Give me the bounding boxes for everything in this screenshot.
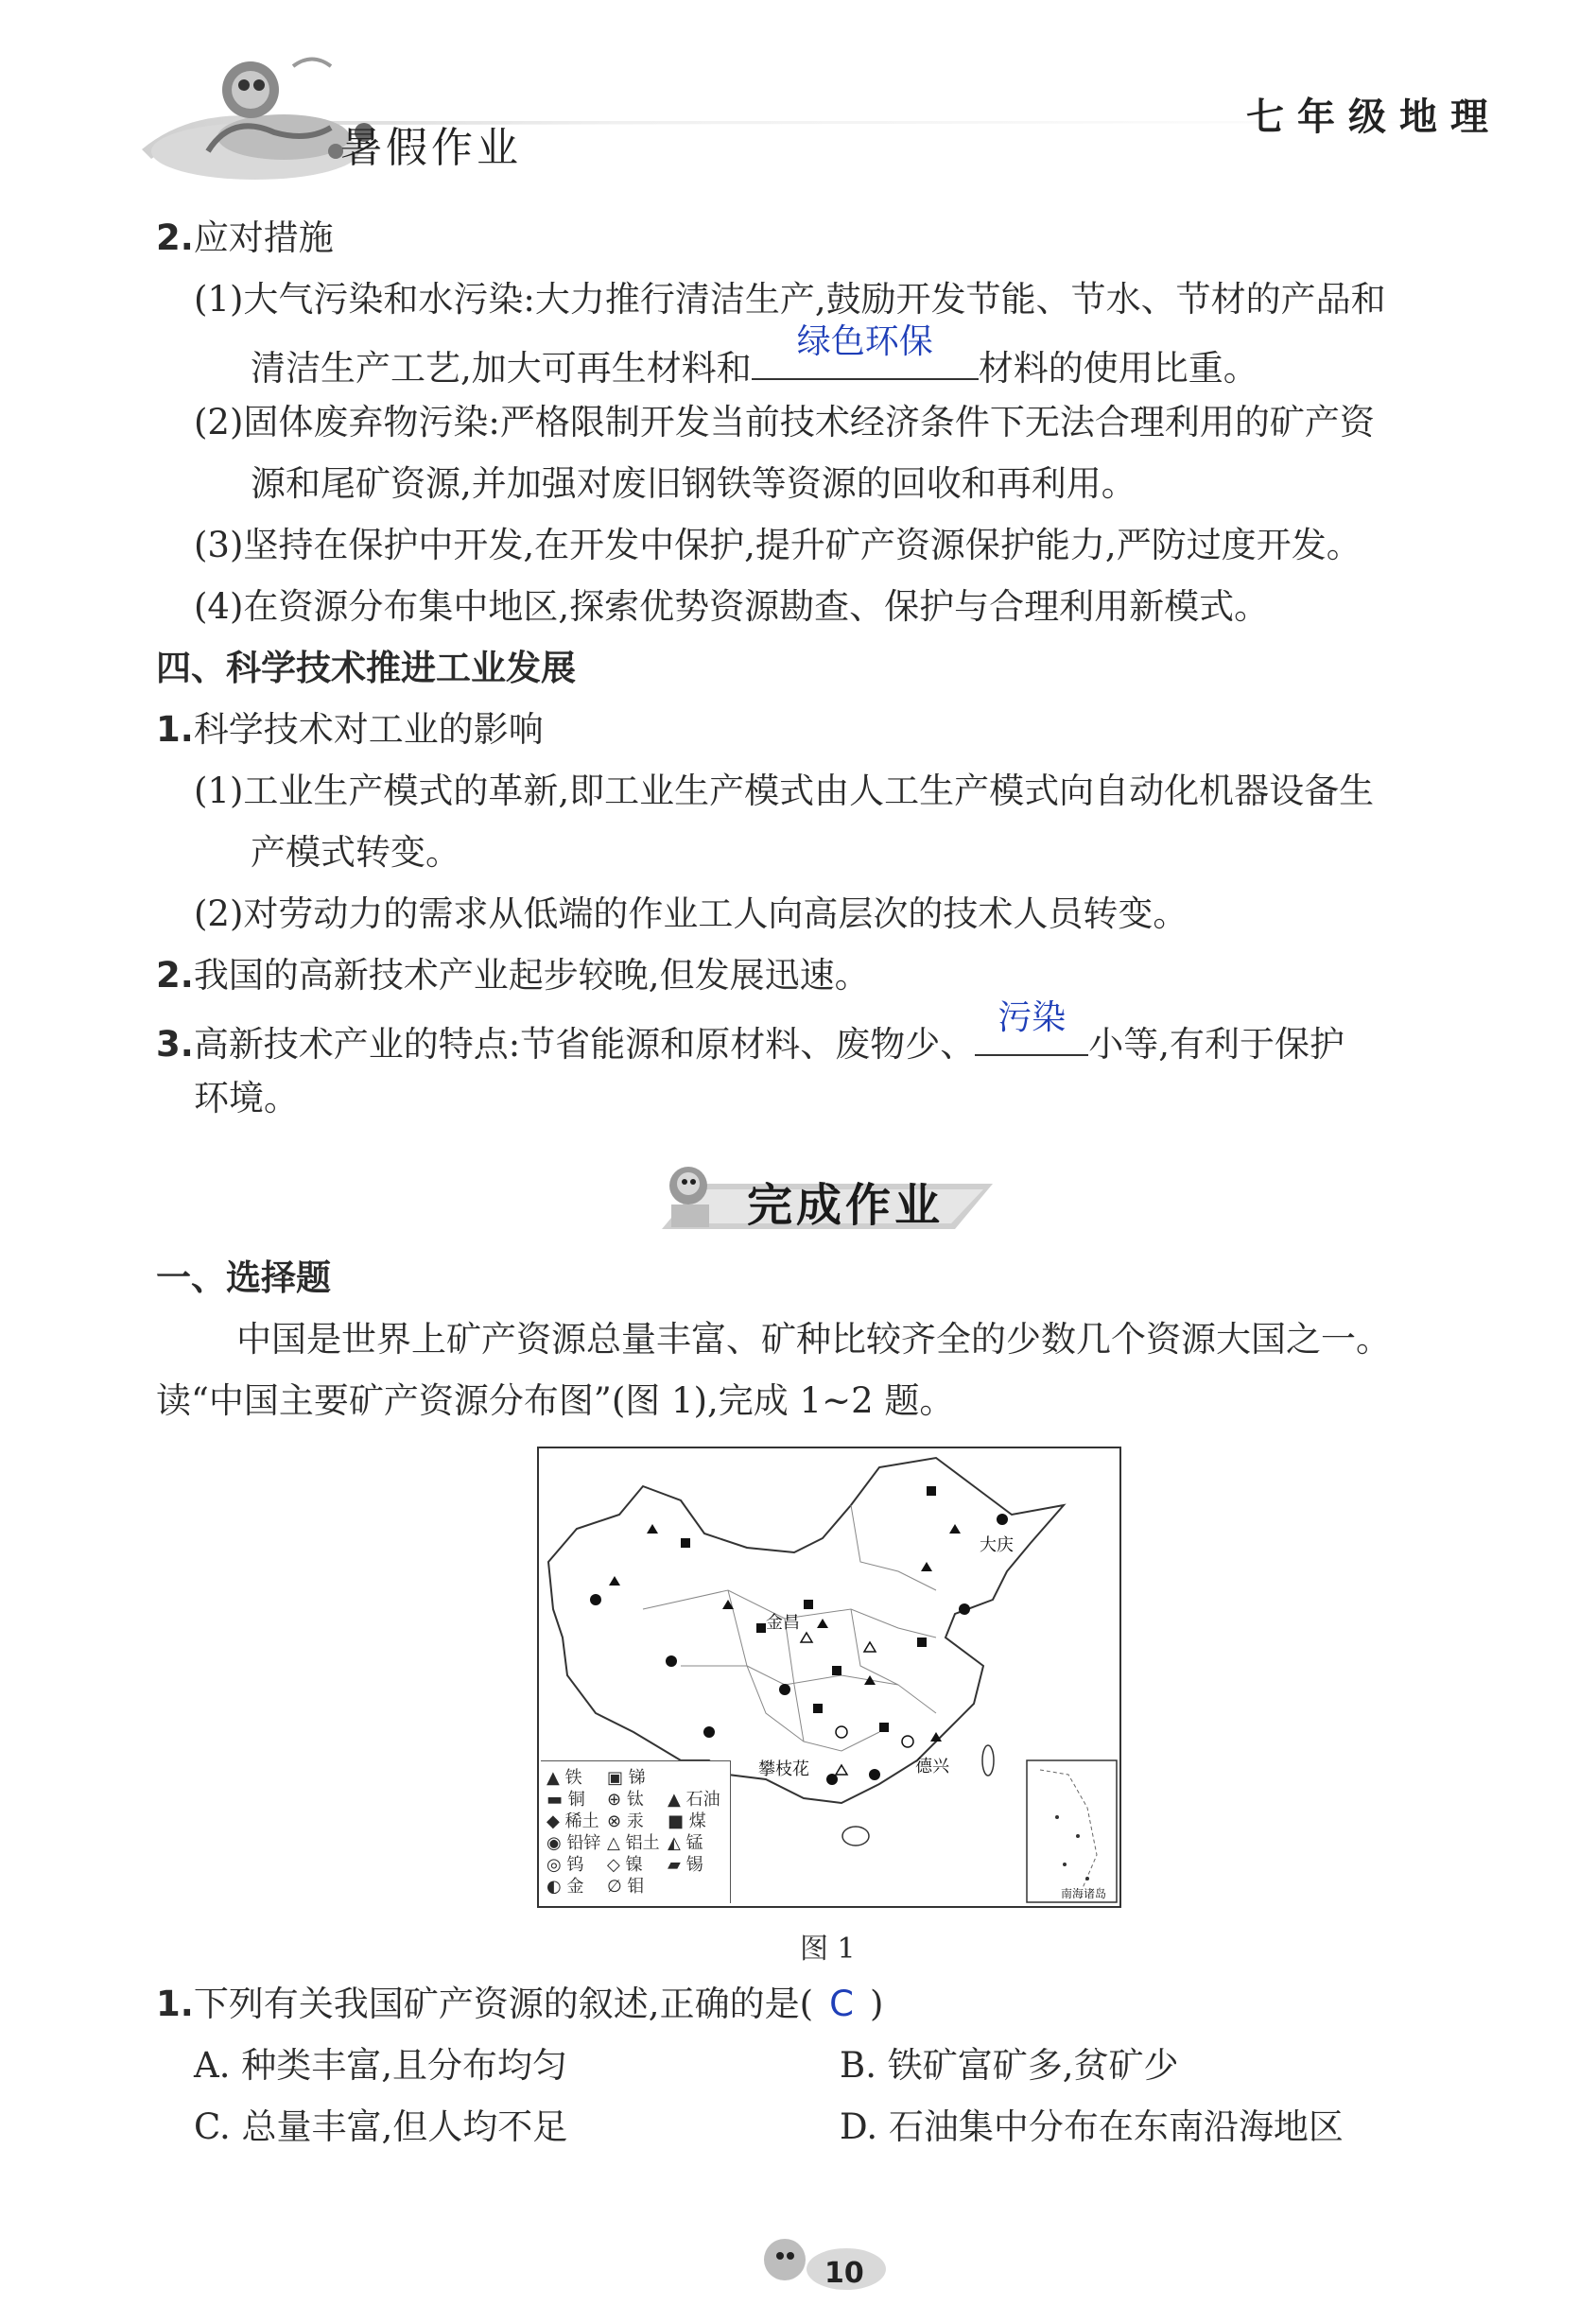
legend-item: ◇ 镍 (607, 1855, 643, 1875)
measure-4: (4)在资源分布集中地区,探索优势资源勘查、保护与合理利用新模式。 (194, 586, 1270, 627)
section-four-heading: 四、科学技术推进工业发展 (156, 648, 576, 688)
page-number: 10 (824, 2257, 864, 2290)
question-text: ) (870, 1984, 884, 2024)
legend-column-1 (546, 1767, 600, 1898)
china-mineral-map (537, 1447, 1121, 1908)
question-1 (156, 1984, 883, 2025)
legend-label: 汞 (626, 1811, 644, 1831)
text-segment: 小等,有利于保护 (1088, 1024, 1345, 1065)
legend-label: 铝土 (625, 1833, 660, 1853)
figure-caption: 图 1 (800, 1932, 856, 1966)
legend-item: ▲ 铁 (546, 1768, 582, 1788)
text-segment: 高新技术产业的特点:节省能源和原材料、废物少、 (193, 1024, 976, 1065)
legend-label: 铁 (564, 1768, 582, 1788)
exercise-heading: 一、选择题 (156, 1257, 331, 1298)
s4-item-3-line-1 (156, 998, 1345, 1066)
legend-item: ■ 煤 (668, 1811, 706, 1831)
legend-column-3 (668, 1789, 720, 1876)
question-text: 下列有关我国矿产资源的叙述,正确的是( (193, 1984, 814, 2024)
legend-label: 钨 (566, 1855, 584, 1875)
legend-item: ◆ 稀土 (546, 1811, 599, 1831)
subject-title: 七年级地理 (1246, 95, 1501, 139)
legend-label: 稀土 (564, 1811, 599, 1831)
s4-item-2 (156, 955, 870, 997)
legend-label: 铅锌 (566, 1833, 601, 1853)
text-segment: 清洁生产工艺,加大可再生材料和 (251, 348, 752, 389)
item-number: 2. (156, 955, 194, 996)
legend-label: 镍 (625, 1855, 643, 1875)
label-south-sea-islands: 南海诸岛 (1061, 1887, 1107, 1900)
legend-label: 金 (566, 1877, 584, 1897)
influence-1-line-1: (1)工业生产模式的革新,即工业生产模式由人工生产模式向自动化机器设备生 (194, 771, 1375, 811)
legend-label: 锑 (628, 1768, 646, 1788)
handwritten-answer: 绿色环保 (796, 322, 933, 361)
label-panzhihua: 攀枝花 (758, 1759, 809, 1779)
text-segment: 材料的使用比重。 (978, 348, 1258, 389)
option-d[interactable]: D. 石油集中分布在东南沿海地区 (840, 2106, 1344, 2147)
label-dexing: 德兴 (915, 1757, 949, 1776)
legend-item: ▰ 锡 (668, 1855, 703, 1875)
label-daqing: 大庆 (980, 1535, 1014, 1555)
question-number: 1. (156, 1984, 194, 2024)
legend-item: ⊕ 钛 (607, 1790, 644, 1810)
item-title: 应对措施 (193, 217, 334, 258)
influence-2: (2)对劳动力的需求从低端的作业工人向高层次的技术人员转变。 (194, 893, 1188, 934)
item-text: 我国的高新技术产业起步较晚,但发展迅速。 (193, 955, 870, 996)
measure-1-line-2 (251, 322, 1258, 390)
measure-2-line-2: 源和尾矿资源,并加强对废旧钢铁等资源的回收和再利用。 (251, 463, 1136, 504)
exercise-intro-line-1: 中国是世界上矿产资源总量丰富、矿种比较齐全的少数几个资源大国之一。 (236, 1319, 1391, 1360)
measure-2-line-1: (2)固体废弃物污染:严格限制开发当前技术经济条件下无法合理利用的矿产资 (194, 402, 1375, 442)
measure-1-line-1: (1)大气污染和水污染:大力推行清洁生产,鼓励开发节能、节水、节材的产品和 (194, 279, 1386, 320)
legend-item: ⊗ 汞 (607, 1811, 644, 1831)
legend-label: 煤 (688, 1811, 706, 1831)
answer-blank[interactable] (975, 998, 1088, 1056)
legend-item: ▬ 铜 (546, 1790, 585, 1810)
handwritten-answer: 污染 (998, 998, 1067, 1037)
legend-item: ∅ 钼 (607, 1877, 645, 1897)
section-banner-title: 完成作业 (747, 1179, 945, 1232)
exercise-intro-line-2: 读“中国主要矿产资源分布图”(图 1),完成 1~2 题。 (156, 1380, 955, 1421)
legend-label: 钼 (627, 1877, 645, 1897)
influence-1-line-2: 产模式转变。 (251, 832, 460, 873)
legend-label: 锡 (685, 1855, 703, 1875)
legend-label: 锰 (685, 1833, 703, 1853)
item-number: 1. (156, 709, 194, 750)
legend-column-2 (607, 1767, 660, 1898)
item-2-heading (156, 217, 334, 259)
legend-label: 石油 (685, 1790, 720, 1810)
item-number: 2. (156, 217, 194, 258)
answer-blank[interactable] (752, 322, 979, 380)
legend-item: △ 铝土 (607, 1833, 660, 1853)
item-title: 科学技术对工业的影响 (193, 709, 544, 750)
book-title: 暑假作业 (340, 124, 522, 172)
item-number: 3. (156, 1024, 194, 1065)
legend-item: ◉ 铅锌 (546, 1833, 601, 1853)
map-legend (541, 1760, 731, 1903)
legend-item: ▲ 石油 (668, 1790, 720, 1810)
s4-item-1-heading (156, 709, 544, 751)
legend-item: ◭ 锰 (668, 1833, 703, 1853)
legend-label: 铜 (567, 1790, 585, 1810)
option-b[interactable]: B. 铁矿富矿多,贫矿少 (840, 2045, 1179, 2086)
legend-item: ◐ 金 (546, 1877, 584, 1897)
s4-item-3-line-2: 环境。 (194, 1078, 299, 1118)
option-c[interactable]: C. 总量丰富,但人均不足 (194, 2106, 568, 2147)
measure-3: (3)坚持在保护中开发,在开发中保护,提升矿产资源保护能力,严防过度开发。 (194, 525, 1362, 565)
option-a[interactable]: A. 种类丰富,且分布均匀 (194, 2045, 568, 2086)
legend-label: 钛 (626, 1790, 644, 1810)
label-jinchang: 金昌 (766, 1613, 800, 1633)
legend-item: ◎ 钨 (546, 1855, 584, 1875)
legend-item: ▣ 锑 (607, 1768, 646, 1788)
handwritten-answer[interactable]: C (829, 1984, 854, 2024)
